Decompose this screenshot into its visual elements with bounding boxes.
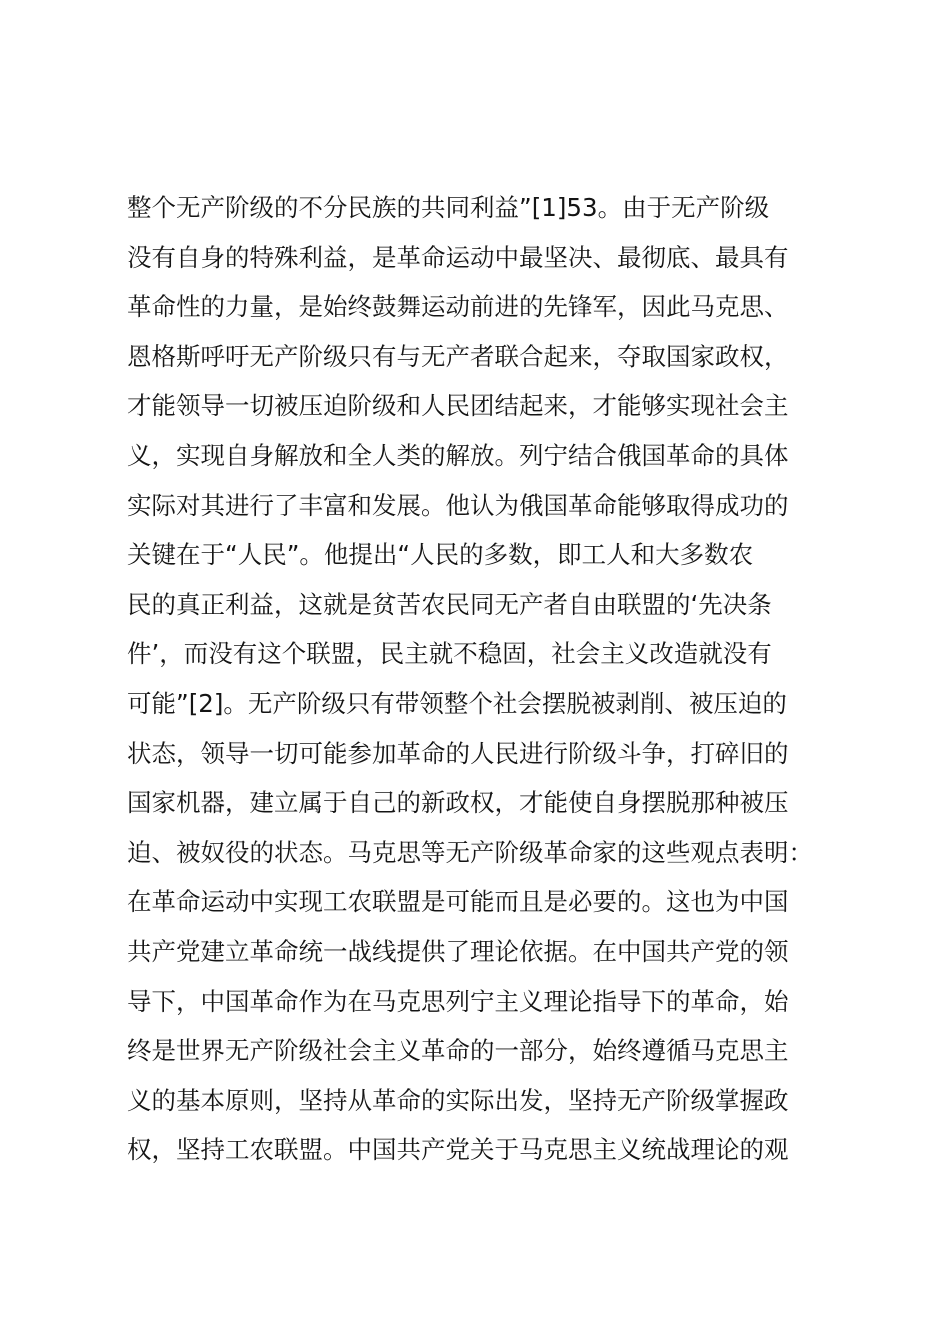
text-line: 状态，领导一切可能参加革命的人民进行阶级斗争，打碎旧的	[127, 738, 789, 768]
text-line: 共产党建立革命统一战线提供了理论依据。在中国共产党的领	[127, 936, 789, 966]
text-line: 义的基本原则，坚持从革命的实际出发，坚持无产阶级掌握政	[127, 1085, 789, 1115]
text-line: 终是世界无产阶级社会主义革命的一部分，始终遵循马克思主	[127, 1036, 789, 1066]
text-line: 迫、被奴役的状态。马克思等无产阶级革命家的这些观点表明：	[127, 837, 813, 867]
text-line: 实际对其进行了丰富和发展。他认为俄国革命能够取得成功的	[127, 490, 789, 520]
body-paragraph	[127, 183, 847, 1175]
text-line: 导下，中国革命作为在马克思列宁主义理论指导下的革命，始	[127, 986, 789, 1016]
text-line: 整个无产阶级的不分民族的共同利益”[1]53。由于无产阶级	[127, 193, 770, 222]
text-line: 国家机器，建立属于自己的新政权，才能使自身摆脱那种被压	[127, 788, 789, 818]
text-line: 没有自身的特殊利益，是革命运动中最坚决、最彻底、最具有	[127, 242, 789, 272]
text-line: 才能领导一切被压迫阶级和人民团结起来，才能够实现社会主	[127, 391, 789, 421]
text-line: 民的真正利益，这就是贫苦农民同无产者自由联盟的‘先决条	[127, 589, 772, 619]
text-line: 关键在于“人民”。他提出“人民的多数，即工人和大多数农	[127, 540, 754, 570]
text-line: 义，实现自身解放和全人类的解放。列宁结合俄国革命的具体	[127, 440, 789, 470]
text-line: 恩格斯呼吁无产阶级只有与无产者联合起来，夺取国家政权，	[127, 341, 789, 371]
text-line: 革命性的力量，是始终鼓舞运动前进的先锋军，因此马克思、	[127, 292, 789, 322]
text-line: 权，坚持工农联盟。中国共产党关于马克思主义统战理论的观	[127, 1135, 789, 1165]
text-line: 件’，而没有这个联盟，民主就不稳固，社会主义改造就没有	[127, 639, 772, 669]
text-line: 在革命运动中实现工农联盟是可能而且是必要的。这也为中国	[127, 887, 789, 917]
text-line: 可能”[2]。无产阶级只有带领整个社会摆脱被剥削、被压迫的	[127, 688, 787, 718]
